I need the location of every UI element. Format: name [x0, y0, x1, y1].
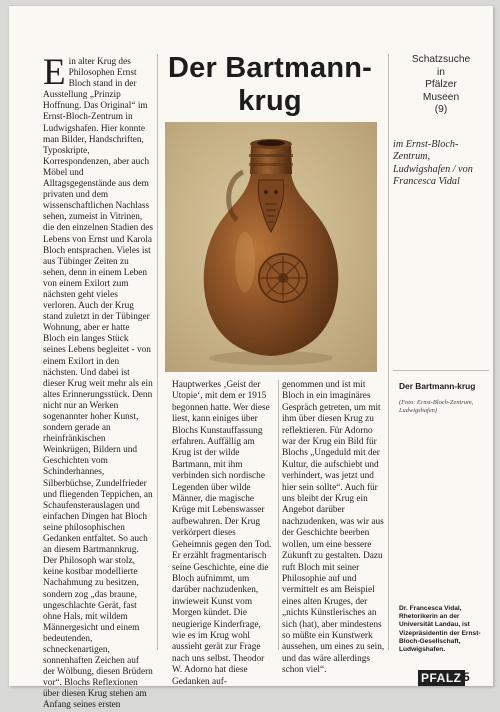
series-line: Museen — [422, 91, 460, 103]
article-title — [167, 52, 373, 118]
title-line-1: Der Bartmann- — [167, 52, 373, 84]
page-number: 5 — [463, 670, 470, 684]
drop-cap: E — [43, 52, 66, 93]
column-divider — [388, 54, 389, 650]
article-text-part-3: genommen und ist mit Bloch in ein imaginäres Gespräch getreten, um mit ihm über diesen Krug zu reflektieren. Für Adorno war der Krug ein Bild für Blochs „Ungeduld mit der Kultur, die aufschiebt und verhindert, was jetzt und hier sein sollte“. Auch für uns bleibt der Krug ein Angebot darüber nachzudenken, was wir aus der Geschichte beerben wollen, um eine bessere Zukunft zu gestalten. Dazu ruft Bloch mit seiner Philosophie auf und vermittelt es am Beispiel eines alten Kruges, der „nichts Künstlerisches an sich (hat), aber mindestens so müßte ein Kunstwerk aussehen, um eines zu sein, und das wäre allerdings schon viel“. — [282, 380, 385, 676]
article-column-3 — [282, 380, 386, 677]
series-line: in — [437, 66, 445, 78]
column-divider — [157, 54, 158, 650]
series-line: Pfälzer — [425, 79, 457, 91]
article-column-2 — [172, 380, 276, 688]
bartmann-jug-image — [165, 122, 377, 372]
column-divider — [278, 380, 279, 650]
photo-caption-title: Der Bartmann-krug — [399, 381, 476, 391]
magazine-page — [9, 6, 493, 711]
bartmann-jug-photo — [165, 122, 377, 372]
byline: im Ernst-Bloch-Zentrum, Ludwigshafen / von Francesca Vidal — [393, 138, 473, 188]
sidebar-rule — [393, 370, 489, 371]
sidebar — [393, 54, 489, 189]
series-label — [393, 54, 489, 117]
article-text-part-1: in alter Krug des Philosophen Ernst Bloch stand in der Ausstellung „Prinzip Hoffnung. Das Original“ im Ernst-Bloch-Zentrum in Ludwigshafen. Hier konnte man Bilder, Handschriften, Typoskripte, Korrespondenzen, aber auch Möbel und Alltagsgegenstände aus dem privaten und dem wissenschaftlichen Nachlass sehen, zumeist in Vitrinen, die den einzelnen Stadien des Lebens von Ernst und Karola Bloch entsprachen. Vieles ist aus Tübinger Zeiten zu sehen, denn in einem Leben von einem Exilort zum nächsten geht vieles verloren. Auch der Krug stand zuletzt in der Tübinger Wohnung, aber er hatte Bloch ein langes Stück seines Lebens begleitet - von einem Exilort in den nächsten. Und dabei ist dieser Krug weit mehr als ein altes Erinnerungsstück. Denn nicht nur an Werken sogenannter hoher Kunst, sondern gerade an rheinfränkischen Weinkrügen, Bildern und Geschichten vom Schinderhannes, Silberbüchse, Zundelfrieder und fliegenden Teppichen, an Schaufensterauslagen und einfachen Dingen hat Bloch seine philosophischen Gedanken entfaltet. So auch an diesem Bartmannkrug. Der Philosoph war stolz, keine kostbar modellierte Nachahmung zu besitzen, sondern zog „das braune, ungeschlachte Gerät, fast ohne Hals, mit wildem Männergesicht und einem bedeutenden, schneckenartigen, sonnenhaften Zeichen auf der Wölbung, diesen Brüdern vor“. Blochs Reflexionen über diesen Krug stehen am Anfang seines ersten — [43, 57, 153, 711]
author-bio: Dr. Francesca Vidal, Rhetorikerin an der Universität Landau, ist Vizepräsidentin der Ernst-Bloch-Gesellschaft, Ludwigshafen. — [399, 605, 481, 654]
magazine-logo: PFALZ — [418, 670, 465, 686]
title-line-2: krug — [238, 85, 302, 117]
series-line: Schatzsuche — [411, 54, 471, 65]
photo-credit: (Foto: Ernst-Bloch-Zentrum, Ludwigshafen) — [399, 399, 474, 414]
article-column-1 — [43, 52, 153, 712]
article-text-part-2: Hauptwerkes ‚Geist der Utopie‘, mit dem er 1915 begonnen hatte. Wer diese liest, kann einiges über Blochs Kunstauffassung erfahren. Auffällig am Krug ist der wilde Bartmann, mit ihm verbinden sich nordische Legenden über wilde Männer, die magische Krüge mit Lebenswasser aufbewahren. Der Krug verkörpert dieses Geheimnis gegen den Tod. Er erzählt fragmentarisch seine Geschichte, eine die Bloch aufnimmt, um darüber nachzudenken, inwieweit Kunst vom Morgen kündet. Die neugierige Kinderfrage, wie es im Krug wohl aussieht gerät zur Frage nach uns selbst. Theodor W. Adorno hat diese Gedanken auf- — [172, 380, 272, 687]
series-line: (9) — [434, 104, 448, 116]
